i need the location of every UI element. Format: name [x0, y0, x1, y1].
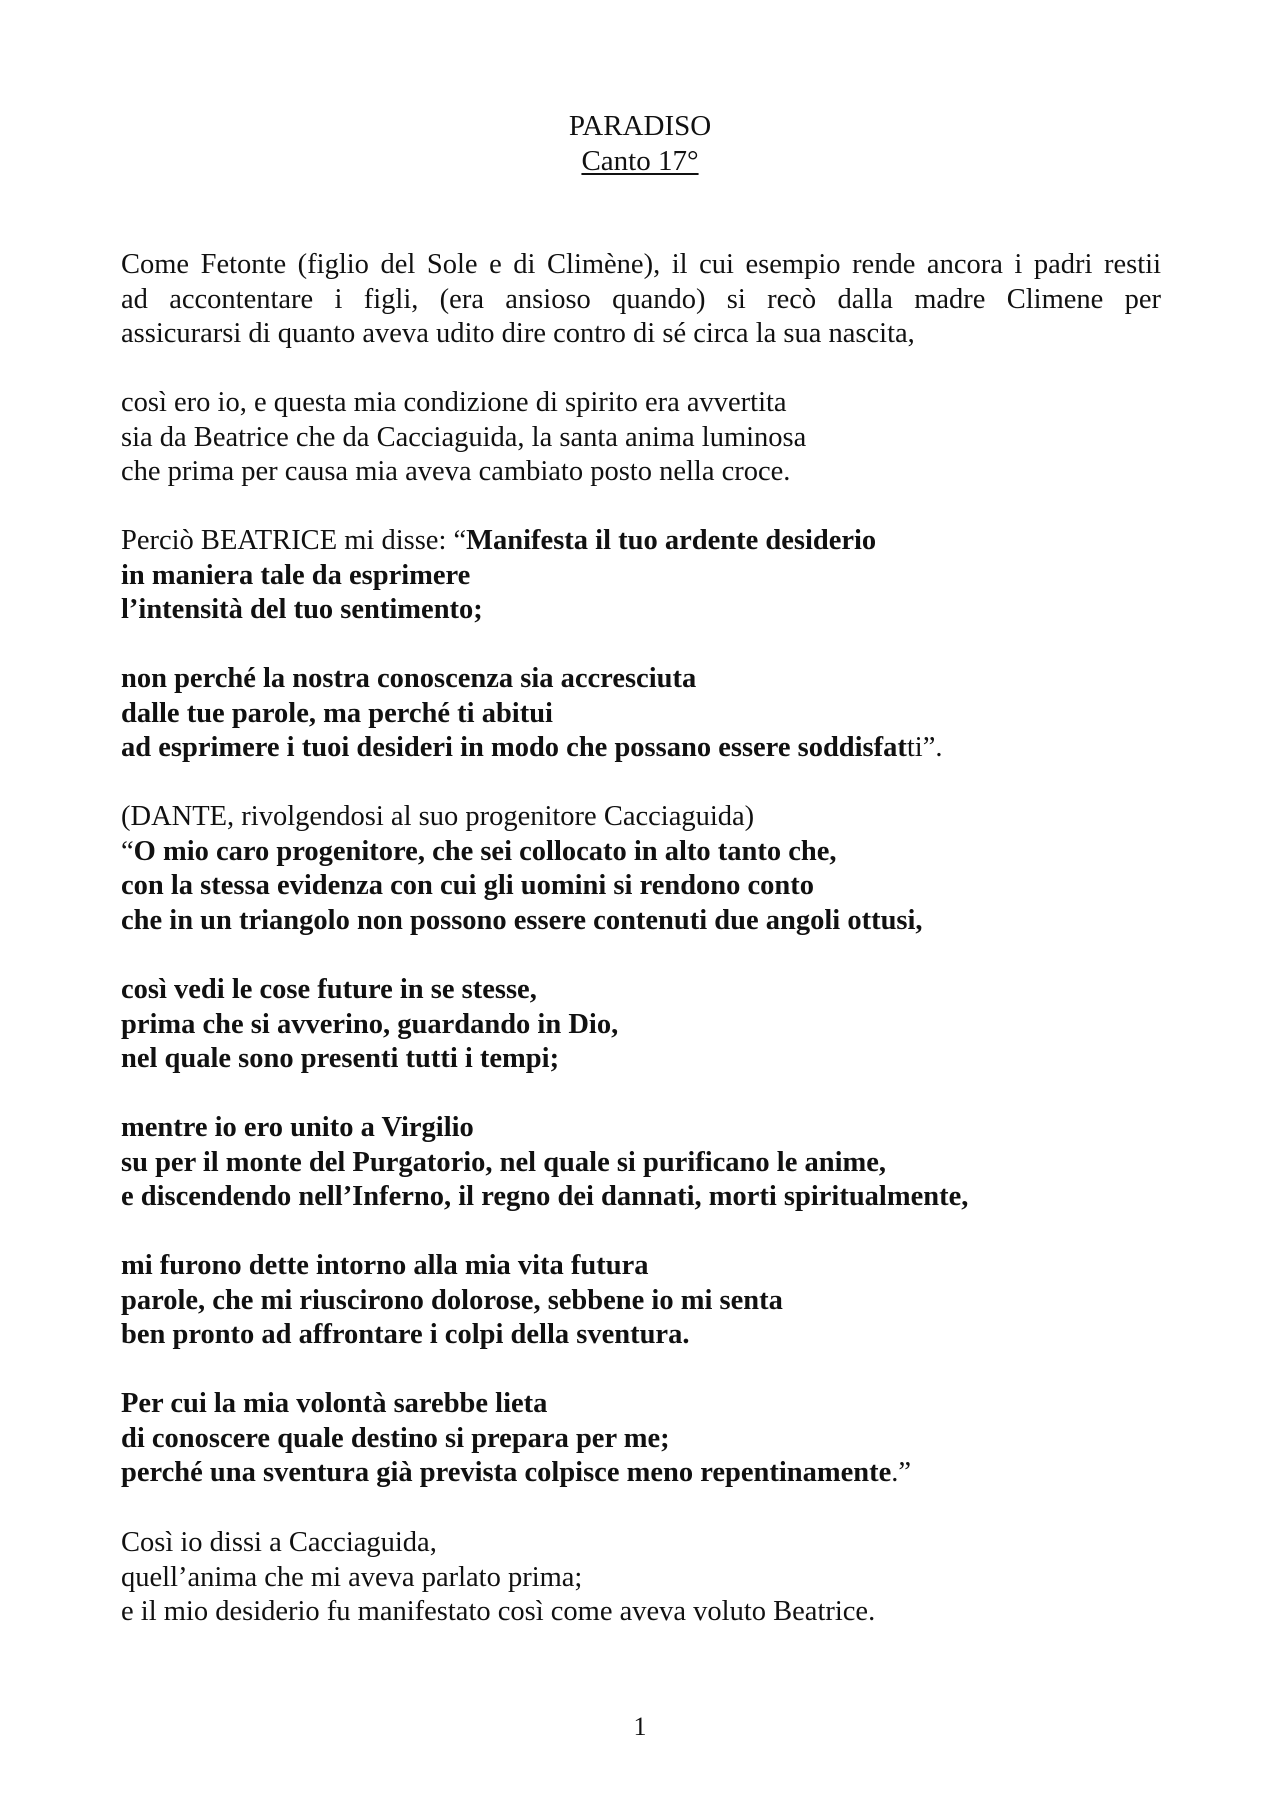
paragraph-line: Così io dissi a Cacciaguida, — [121, 1527, 437, 1558]
speech-line: così vedi le cose future in se stesse, — [121, 974, 537, 1005]
speaker-intro: Perciò BEATRICE mi disse: “ — [121, 525, 467, 556]
paragraph-5 — [121, 800, 1161, 938]
speech-line: Per cui la mia volontà sarebbe lieta — [121, 1388, 548, 1419]
open-quote: “ — [121, 835, 134, 867]
speech-line: non perché la nostra conoscenza sia accresciuta — [121, 663, 697, 694]
speech-line: in maniera tale da esprimere — [121, 559, 471, 591]
speech-text: perché una sventura già prevista colpisce meno repentinamente — [121, 1457, 892, 1488]
speech-line: prima che si avverino, guardando in Dio, — [121, 1008, 619, 1040]
paragraph-3 — [121, 524, 1161, 628]
speech-line: dalle tue parole, ma perché ti abitui — [121, 697, 553, 729]
paragraph-line: e il mio desiderio fu manifestato così come aveva voluto Beatrice. — [121, 1596, 876, 1627]
speech-text: O mio caro progenitore, che sei collocato in alto tanto che, — [133, 835, 837, 867]
speech-line: l’intensità del tuo sentimento; — [121, 594, 483, 625]
paragraph-line: sia da Beatrice che da Cacciaguida, la santa anima luminosa — [121, 421, 807, 453]
speech-line: ben pronto ad affrontare i colpi della sventura. — [121, 1319, 690, 1350]
paragraph-line: ad accontentare i figli, (era ansioso quando) si recò dalla madre Climene per — [121, 283, 1161, 315]
paragraph-6 — [121, 973, 1161, 1077]
speech-line: su per il monte del Purgatorio, nel quale si purificano le anime, — [121, 1146, 887, 1178]
speech-end: .” — [891, 1457, 912, 1488]
paragraph-9 — [121, 1387, 1161, 1491]
speech-text: Manifesta il tuo ardente desiderio — [466, 525, 877, 556]
paragraph-line — [121, 524, 1161, 559]
speech-line: che in un triangolo non possono essere contenuti due angoli ottusi, — [121, 904, 923, 936]
paragraph-7 — [121, 1111, 1161, 1215]
paragraph-4 — [121, 662, 1161, 766]
paragraph-8 — [121, 1249, 1161, 1353]
speech-line: mentre io ero unito a Virgilio — [121, 1112, 474, 1143]
speech-line: parole, che mi riuscirono dolorose, sebbene io mi senta — [121, 1284, 783, 1316]
paragraph-10 — [121, 1526, 1161, 1630]
stage-direction: (DANTE, rivolgendosi al suo progenitore Cacciaguida) — [121, 801, 755, 832]
speech-text: ad esprimere i tuoi desideri in modo che possano essere soddisfat — [121, 732, 907, 763]
page-number: 1 — [633, 1712, 647, 1741]
speech-line: e discendendo nell’Inferno, il regno dei dannati, morti spiritualmente, — [121, 1181, 969, 1212]
paragraph-line: Come Fetonte (figlio del Sole e di Climène), il cui esempio rende ancora i padri restii — [121, 249, 1161, 280]
paragraph-line: che prima per causa mia aveva cambiato posto nella croce. — [121, 456, 791, 487]
paragraph-2 — [121, 386, 1161, 490]
speech-end: ti”. — [906, 732, 943, 763]
paragraph-line: così ero io, e questa mia condizione di spirito era avvertita — [121, 387, 787, 418]
speech-line — [121, 835, 1161, 870]
paragraph-line: assicurarsi di quanto aveva udito dire contro di sé circa la sua nascita, — [121, 318, 915, 349]
speech-line: mi furono dette intorno alla mia vita futura — [121, 1250, 649, 1281]
speech-line — [121, 731, 1161, 766]
paragraph-1 — [121, 248, 1161, 352]
paragraph-line: quell’anima che mi aveva parlato prima; — [121, 1561, 583, 1593]
canto-subtitle: Canto 17° — [581, 145, 699, 177]
speech-line: con la stessa evidenza con cui gli uomini si rendono conto — [121, 870, 815, 901]
speech-line — [121, 1456, 1161, 1491]
speech-line: di conoscere quale destino si prepara per me; — [121, 1422, 670, 1454]
page-title: PARADISO — [568, 110, 712, 142]
speech-line: nel quale sono presenti tutti i tempi; — [121, 1043, 560, 1074]
